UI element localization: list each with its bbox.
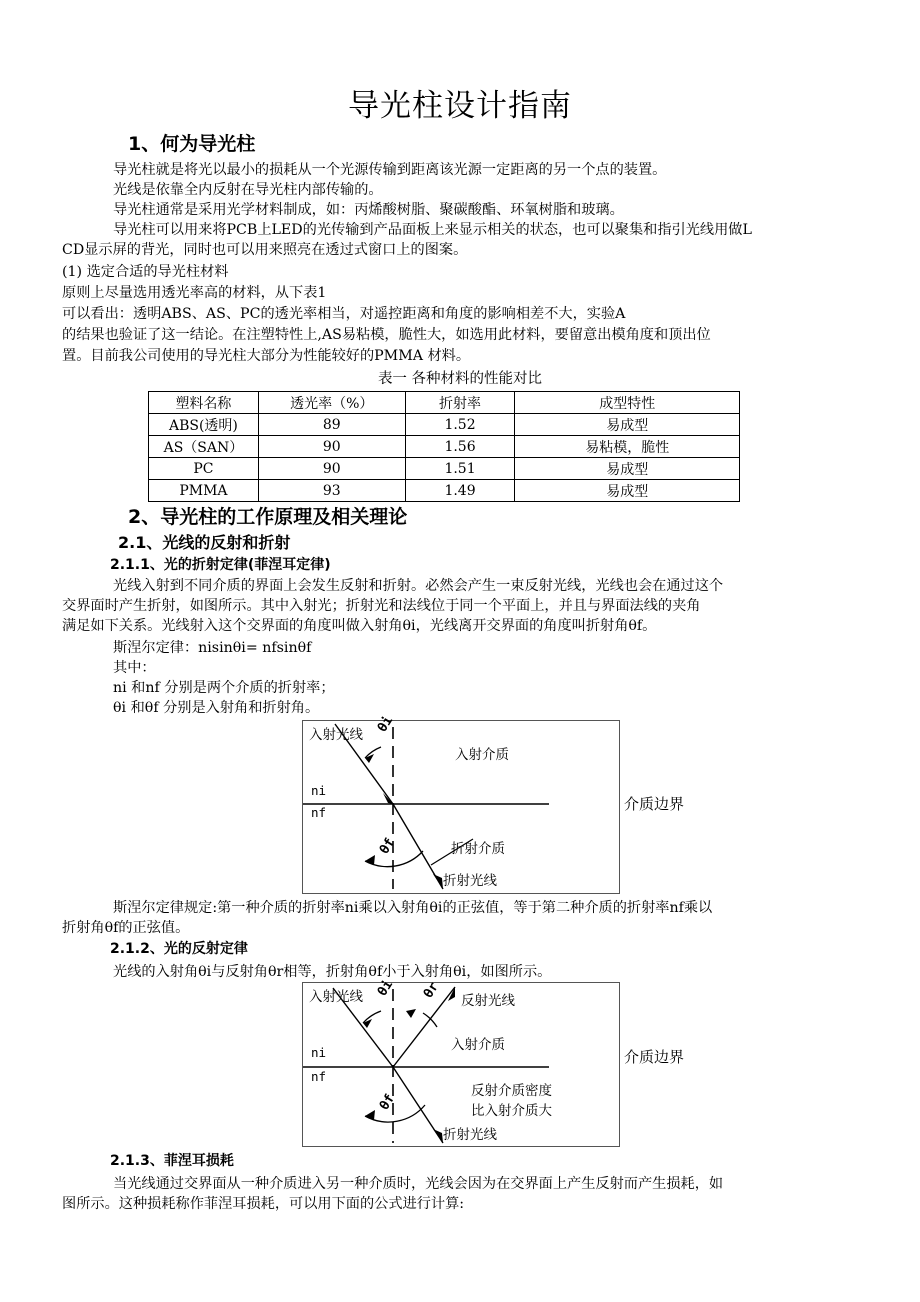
table-cell: 1.49 xyxy=(405,480,515,502)
diagram2-incident-ray-label: 入射光线 xyxy=(309,989,363,1005)
list-item-1: (1) 选定合适的导光柱材料 xyxy=(62,264,229,280)
table-row xyxy=(149,436,740,458)
paragraph-s1-p4: 导光柱可以用来将PCB上LED的光传输到产品面板上来显示相关的状态，也可以聚集和指引光线用做L xyxy=(113,222,752,238)
diagram2-boundary-label: 介质边界 xyxy=(624,1048,685,1066)
diagram1-nf-label: nf xyxy=(311,805,327,820)
paragraph-s213-p1: 当光线通过交界面从一种介质进入另一种介质时，光线会因为在交界面上产生反射而产生损耗，如 xyxy=(113,1176,724,1192)
table-cell: 1.52 xyxy=(405,414,515,436)
table-header-cell: 透光率（%） xyxy=(258,392,405,414)
definition-theta: θi 和θf 分别是入射角和折射角。 xyxy=(113,700,320,716)
diagram2-reflect-ray-label: 反射光线 xyxy=(461,993,515,1009)
heading-section-2-1-1: 2.1.1、光的折射定律(菲涅耳定律) xyxy=(110,557,331,573)
table-cell: ABS(透明) xyxy=(149,414,259,436)
paragraph-snell-explain-2: 折射角θf的正弦值。 xyxy=(62,920,190,936)
table-cell: PMMA xyxy=(149,480,259,502)
table-row xyxy=(149,458,740,480)
refraction-diagram xyxy=(302,713,620,894)
diagram2-note2-label: 比入射介质大 xyxy=(471,1103,552,1119)
table-row xyxy=(149,414,740,436)
diagram1-angle-f-label: θf xyxy=(377,835,399,857)
page-title: 导光柱设计指南 xyxy=(348,88,572,124)
table-header-cell: 塑料名称 xyxy=(149,392,259,414)
table-header-cell: 折射率 xyxy=(405,392,515,414)
paragraph-s1-p3: 导光柱通常是采用光学材料制成，如：丙烯酸树脂、聚碳酸酯、环氧树脂和玻璃。 xyxy=(113,202,624,218)
table-cell: 90 xyxy=(258,458,405,480)
diagram2-note1-label: 反射介质密度 xyxy=(471,1083,552,1099)
diagram1-boundary-label: 介质边界 xyxy=(624,795,685,813)
table-cell: 1.51 xyxy=(405,458,515,480)
heading-section-2: 2、导光柱的工作原理及相关理论 xyxy=(128,506,408,528)
paragraph-s1-p8: 置。目前我公司使用的导光柱大部分为性能较好的PMMA 材料。 xyxy=(62,348,471,364)
diagram2-refract-ray-label: 折射光线 xyxy=(443,1127,497,1143)
diagram2-angle-f-label: θf xyxy=(377,1091,399,1113)
table-cell: AS（SAN） xyxy=(149,436,259,458)
paragraph-s213-p2: 图所示。这种损耗称作菲涅耳损耗，可以用下面的公式进行计算: xyxy=(62,1196,465,1212)
definition-n: ni 和nf 分别是两个介质的折射率； xyxy=(113,680,335,696)
paragraph-s211-p2: 交界面时产生折射，如图所示。其中入射光；折射光和法线位于同一个平面上，并且与界面法线的夹角 xyxy=(62,598,701,614)
where-label: 其中： xyxy=(113,660,156,676)
table-cell: 90 xyxy=(258,436,405,458)
diagram2-angle-r-label: θr xyxy=(421,979,443,1001)
diagram2-angle-i-label: θi xyxy=(375,977,397,999)
diagram1-angle-i-label: θi xyxy=(375,713,397,735)
paragraph-snell-explain-1: 斯涅尔定律规定:第一种介质的折射率ni乘以入射角θi的正弦值，等于第二种介质的折射率nf乘以 xyxy=(113,900,713,916)
diagram2-ni-label: ni xyxy=(311,1045,327,1060)
diagram1-refract-ray-label: 折射光线 xyxy=(443,873,497,889)
table-cell: 易成型 xyxy=(515,458,740,480)
paragraph-s1-p7: 的结果也验证了这一结论。在注塑特性上,AS易粘模，脆性大，如选用此材料，要留意出模角度和顶出位 xyxy=(62,327,711,343)
table-cell: 易成型 xyxy=(515,414,740,436)
table-cell: PC xyxy=(149,458,259,480)
paragraph-s212-p1: 光线的入射角θi与反射角θr相等，折射角θf小于入射角θi，如图所示。 xyxy=(113,964,552,980)
paragraph-s1-p5: 原则上尽量选用透光率高的材料，从下表1 xyxy=(62,285,327,301)
paragraph-s1-p2: 光线是依靠全内反射在导光柱内部传输的。 xyxy=(113,182,383,198)
paragraph-s211-p1: 光线入射到不同介质的界面上会发生反射和折射。必然会产生一束反射光线，光线也会在通过这个 xyxy=(113,578,724,594)
table-cell: 93 xyxy=(258,480,405,502)
diagram1-incident-ray-label: 入射光线 xyxy=(309,727,363,743)
table-cell: 易粘模，脆性 xyxy=(515,436,740,458)
paragraph-s1-p1: 导光柱就是将光以最小的损耗从一个光源传输到距离该光源一定距离的另一个点的装置。 xyxy=(113,162,667,178)
diagram1-incident-medium-label: 入射介质 xyxy=(455,747,509,763)
diagram2-incident-medium-label: 入射介质 xyxy=(451,1037,505,1053)
table-caption: 表一 各种材料的性能对比 xyxy=(377,371,543,387)
table-cell: 易成型 xyxy=(515,480,740,502)
table-cell: 89 xyxy=(258,414,405,436)
heading-section-2-1-3: 2.1.3、菲涅耳损耗 xyxy=(110,1153,234,1169)
paragraph-s211-p3: 满足如下关系。光线射入这个交界面的角度叫做入射角θi，光线离开交界面的角度叫折射角θf。 xyxy=(62,618,657,634)
snell-law-formula: 斯涅尔定律：nisinθi= nfsinθf xyxy=(113,640,312,656)
table-row xyxy=(149,480,740,502)
table-header-row xyxy=(149,392,740,414)
heading-section-2-1: 2.1、光线的反射和折射 xyxy=(118,533,291,552)
diagram1-refract-medium-label: 折射介质 xyxy=(451,841,505,857)
table-cell: 1.56 xyxy=(405,436,515,458)
paragraph-s1-p6: 可以看出：透明ABS、AS、PC的透光率相当，对遥控距离和角度的影响相差不大，实验A xyxy=(62,306,626,322)
reflection-diagram xyxy=(302,977,620,1147)
diagram2-nf-label: nf xyxy=(311,1069,327,1084)
materials-table xyxy=(148,391,740,502)
diagram1-ni-label: ni xyxy=(311,783,327,798)
paragraph-s1-p4b: CD显示屏的背光，同时也可以用来照亮在透过式窗口上的图案。 xyxy=(62,242,468,258)
heading-section-1: 1、何为导光柱 xyxy=(128,133,256,155)
table-header-cell: 成型特性 xyxy=(515,392,740,414)
heading-section-2-1-2: 2.1.2、光的反射定律 xyxy=(110,941,248,957)
